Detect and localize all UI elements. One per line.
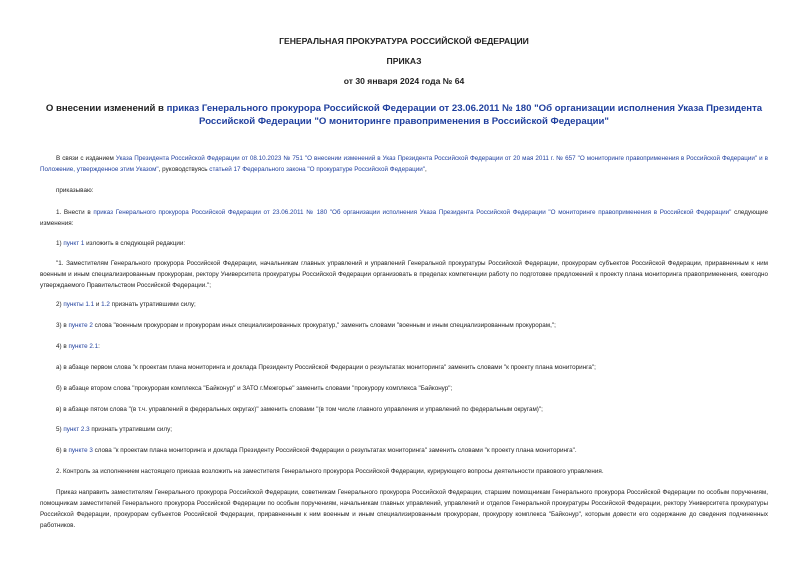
text: , [425,166,427,173]
point-3-link[interactable]: пункте 3 [68,447,93,454]
paragraph-item-2: 2. Контроль за исполнением настоящего приказа возложить на заместителя Генерального прокурора Российской Федерации, курирующего вопросы деятельности правового управления. [56,468,604,475]
text: : [98,343,100,350]
text: 1) [56,240,64,247]
point-1-2-link[interactable]: 1.2 [101,301,110,308]
ukaz-link[interactable]: Указа Президента Российской Федерации от 08.10.2023 № 751 "О внесении изменений в Указ Президента Российской Федерации от 20 мая 2011 г. № 657 "О мониторинге правоприменения в Российской Федерации" и в Положение, утвержденное этим Указом" [40,155,768,173]
point-1-1-link[interactable]: пункты 1.1 [63,301,95,308]
paragraph-order: приказываю: [56,187,94,194]
text: 3) в [56,322,69,329]
title-prefix: О внесении изменений в [45,103,167,114]
text: 2) [56,301,64,308]
paragraph-distribution: Приказ направить заместителям Генерального прокурора Российской Федерации, советникам Генерального прокурора Российской Федерации, старшим помощникам Генерального прокурора Российской Федерации по особым поручениям, помощникам заместителей Генерального прокурора Российской Федерации по особым поручениям, начальникам главных управлений, управлений и отделов Генеральной прокуратуры Российской Федерации, ректору Университета прокуратуры Российской Федерации, прокурорам субъектов Российской Федерации, приравненным к ним военным и иным специализированным прокурорам, прокурору комплекса "Байконур", которым довести его содержание до сведения подчиненных работников. [40,489,768,529]
org-heading: ГЕНЕРАЛЬНАЯ ПРОКУРАТУРА РОССИЙСКОЙ ФЕДЕРАЦИИ [279,36,529,46]
order-link[interactable]: приказ Генерального прокурора Российской Федерации от 23.06.2011 № 180 "Об организации исполнения Указа Президента Российской Федерации "О мониторинге правоприменения в Российской Федерации" [93,209,732,216]
text: изложить в следующей редакции: [84,240,186,247]
document-title [40,102,768,128]
text: признать утратившим силу; [89,426,172,433]
paragraph-sub-4a: а) в абзаце первом слова "к проектам плана мониторинга и доклада Президенту Российской Федерации о результатах мониторинга" заменить словами "к проекту плана мониторинга"; [56,364,596,371]
date-number-heading: от 30 января 2024 года № 64 [343,76,465,86]
paragraph-item-1 [40,207,768,229]
paragraph-sub-4 [40,341,768,352]
paragraph-sub-2 [40,299,768,310]
paragraph-new-wording: "1. Заместителям Генерального прокурора Российской Федерации, начальникам главных управлений и управлений Генеральной прокуратуры Российской Федерации, прокурорам субъектов Российской Федерации, приравненным к ним военным и иным специализированным прокурорам, ректору Университета прокуратуры Российской Федерации организовать в пределах компетенции работу по подготовке предложений к проекту плана мониторинга правоприменения, ежегодно утверждаемого Правительством Российской Федерации."; [40,260,768,289]
paragraph-sub-6 [40,445,768,456]
text: 6) в [56,447,69,454]
paragraph-sub-5 [40,424,768,435]
text: В связи с изданием [56,155,116,162]
text: 5) [56,426,64,433]
law-article-link[interactable]: статьей 17 Федерального закона "О прокуратуре Российской Федерации" [209,166,425,173]
point-2-1-link[interactable]: пункте 2.1 [68,343,99,350]
paragraph-sub-4c: в) в абзаце пятом слова "(в т.ч. управлений в федеральных округах)" заменить словами "(в том числе главного управления и управлений по федеральным округам)"; [56,406,543,413]
point-2-3-link[interactable]: пункт 2.3 [63,426,90,433]
paragraph-sub-4b: б) в абзаце втором слова "прокурорам комплекса "Байконур" и ЗАТО г.Межгорье" заменить словами "прокурору комплекса "Байконур"; [56,385,453,392]
point-1-link[interactable]: пункт 1 [63,240,85,247]
text: и [94,301,102,308]
paragraph-sub-3 [40,320,768,331]
text: следующие изменения: [40,209,769,227]
text: слова "военным прокурорам и прокурорам иных специализированных прокуратур," заменить словами "военным и иным специализированным прокурорам,"; [92,322,556,329]
text: слова "к проектам плана мониторинга и доклада Президенту Российской Федерации о результатах мониторинга" заменить словами "к проекту плана мониторинга". [92,447,577,454]
doc-type-heading: ПРИКАЗ [386,56,422,66]
text: 1. Внести в [56,209,94,216]
paragraph-preamble [40,153,768,175]
text: 4) в [56,343,69,350]
text: признать утратившими силу; [109,301,196,308]
text: , руководствуясь [158,166,210,173]
point-2-link[interactable]: пункте 2 [68,322,93,329]
paragraph-sub-1 [40,238,768,249]
title-link[interactable]: приказ Генерального прокурора Российской Федерации от 23.06.2011 № 180 "Об организации исполнения Указа Президента Российской Федерации "О мониторинге правоприменения в Российской Федерации" [166,103,763,127]
